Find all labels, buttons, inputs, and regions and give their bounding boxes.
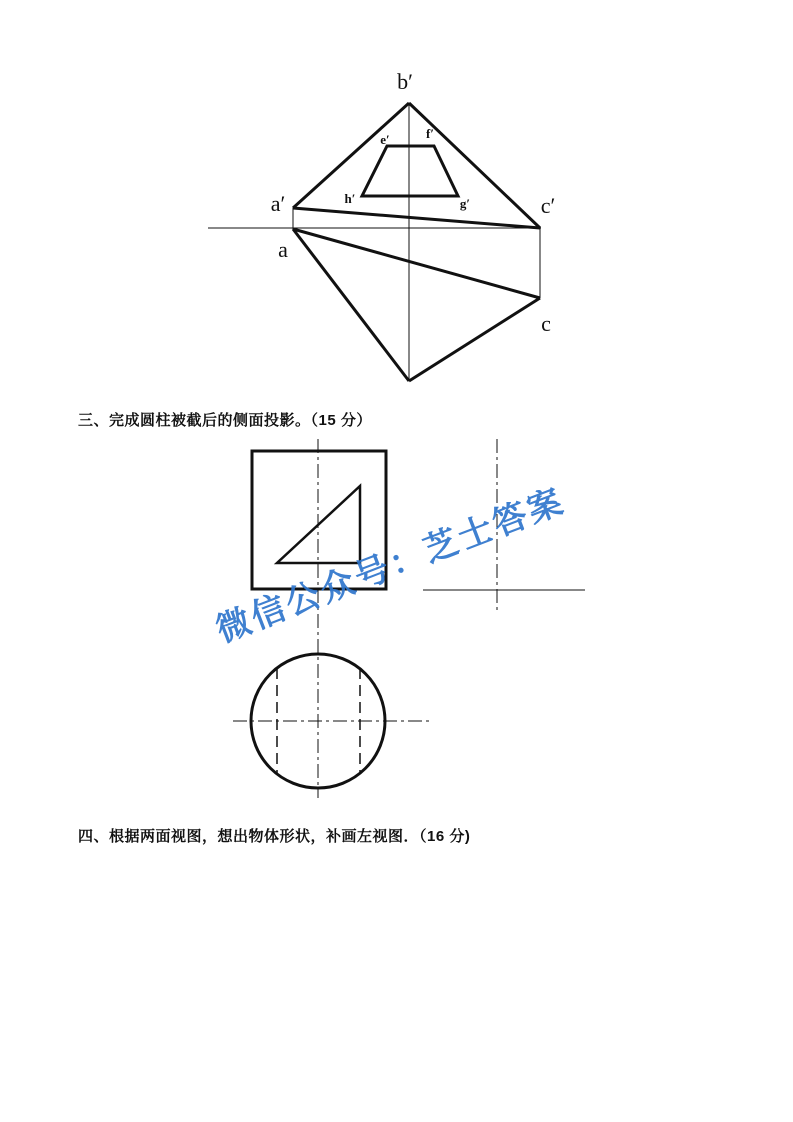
pyramid-construction-lines [208, 103, 541, 381]
pyramid-front-view-outline [293, 103, 540, 228]
center-lines [233, 439, 497, 798]
trapezoid-cut-outline [362, 146, 458, 196]
label-f-prime: f′ [426, 126, 434, 141]
label-a-prime: a′ [270, 191, 286, 216]
label-a: a [278, 237, 288, 262]
edge-apex-c-top [409, 298, 540, 381]
pyramid-projection-figure [208, 69, 555, 381]
watermark-text: 微信公众号：芝士答案 [211, 481, 571, 650]
cylinder-front-view-square [252, 451, 386, 589]
label-g-prime: g′ [459, 196, 471, 211]
edge-a-c-top [293, 229, 540, 298]
cylinder-section-figure [233, 439, 585, 798]
section-three-heading: 三、完成圆柱被截后的侧面投影。（15 分） [78, 412, 372, 429]
label-c: c [541, 311, 551, 336]
edge-b-c-front [409, 103, 540, 228]
edge-a-apex-top [293, 229, 409, 381]
label-b-prime: b′ [397, 69, 413, 94]
pyramid-top-view-outline [293, 229, 540, 381]
section-four-heading: 四、根据两面视图，想出物体形状，补画左视图．（16 分) [78, 828, 471, 845]
label-h-prime: h′ [344, 191, 356, 206]
label-e-prime: e′ [380, 132, 390, 147]
label-c-prime: c′ [540, 193, 556, 218]
edge-a-c-front [293, 208, 540, 228]
